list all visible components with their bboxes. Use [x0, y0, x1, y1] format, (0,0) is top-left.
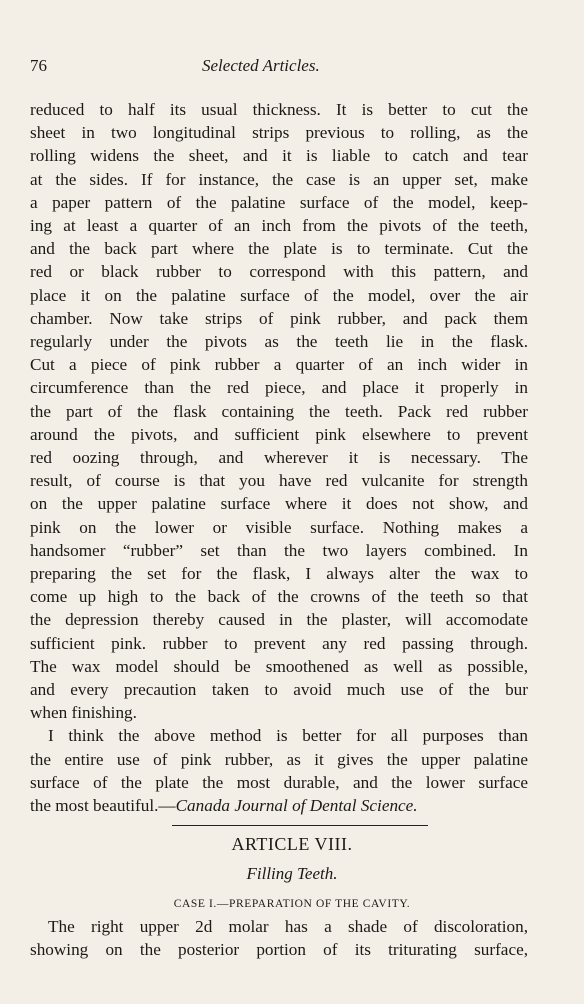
body-line: and the back part where the plate is to terminate. Cut the: [30, 239, 528, 259]
body-line: preparing the set for the flask, I always alter the wax to: [30, 564, 528, 584]
body-line: The wax model should be smoothened as well as possible,: [30, 656, 528, 676]
body-line: chamber. Now take strips of pink rubber, and pack them: [30, 308, 528, 328]
body-line: when finishing.: [30, 703, 137, 723]
journal-citation: Canada Journal of Dental Science.: [175, 796, 418, 816]
body-line: at the sides. If for instance, the case is an upper set, make: [30, 169, 528, 189]
running-title: Selected Articles.: [202, 56, 320, 75]
body-line: result, of course is that you have red vulcanite for strength: [30, 471, 528, 491]
body-line: a paper pattern of the palatine surface of the model, keep-: [30, 192, 528, 212]
body-line: pink on the lower or visible surface. Nothing makes a: [30, 517, 528, 537]
paragraph-last-line: [30, 794, 528, 817]
body-line: ing at least a quarter of an inch from the pivots of the teeth,: [30, 216, 528, 236]
paragraph-line: the entire use of pink rubber, as it gives the upper palatine: [30, 749, 528, 769]
case-text: [30, 915, 528, 961]
body-line: sheet in two longitudinal strips previous to rolling, as the: [30, 123, 528, 143]
paragraph-line: I think the above method is better for all purposes than: [48, 726, 528, 746]
body-line: the part of the flask containing the teeth. Pack red rubber: [30, 401, 528, 421]
case-line: The right upper 2d molar has a shade of discoloration,: [48, 917, 528, 936]
section-title: Filling Teeth.: [246, 864, 338, 883]
body-line: red or black rubber to correspond with this pattern, and: [30, 262, 528, 282]
body-line: come up high to the back of the crowns of the teeth so that: [30, 587, 528, 607]
case-heading: CASE I.—PREPARATION OF THE CAVITY.: [173, 898, 411, 910]
body-line: circumference than the red piece, and place it properly in: [30, 378, 528, 398]
body-line: handsomer “rubber” set than the two layers combined. In: [30, 540, 528, 560]
article-body: [30, 98, 528, 817]
paragraph-last-text: the most beautiful.—: [30, 796, 176, 816]
body-line: reduced to half its usual thickness. It is better to cut the: [30, 100, 528, 119]
body-line: around the pivots, and sufficient pink elsewhere to prevent: [30, 424, 528, 444]
case-line: showing on the posterior portion of its triturating surface,: [30, 940, 528, 960]
body-line: regularly under the pivots as the teeth lie in the flask.: [30, 332, 528, 352]
body-line: the depression thereby caused in the plaster, will accomodate: [30, 610, 528, 630]
body-line: rolling widens the sheet, and it is liable to catch and tear: [30, 146, 528, 166]
section-divider: [172, 825, 428, 826]
body-line: place it on the palatine surface of the model, over the air: [30, 285, 528, 305]
body-line: and every precaution taken to avoid much use of the bur: [30, 680, 528, 700]
page-header: [30, 56, 530, 80]
body-line: on the upper palatine surface where it does not show, and: [30, 494, 528, 514]
body-line: red oozing through, and wherever it is necessary. The: [30, 448, 528, 468]
body-line: Cut a piece of pink rubber a quarter of an inch wider in: [30, 355, 528, 375]
page-number: 76: [30, 56, 47, 75]
article-title: ARTICLE VIII.: [231, 834, 353, 854]
paragraph-line: surface of the plate the most durable, and the lower surface: [30, 772, 528, 792]
body-line: sufficient pink. rubber to prevent any red passing through.: [30, 633, 528, 653]
